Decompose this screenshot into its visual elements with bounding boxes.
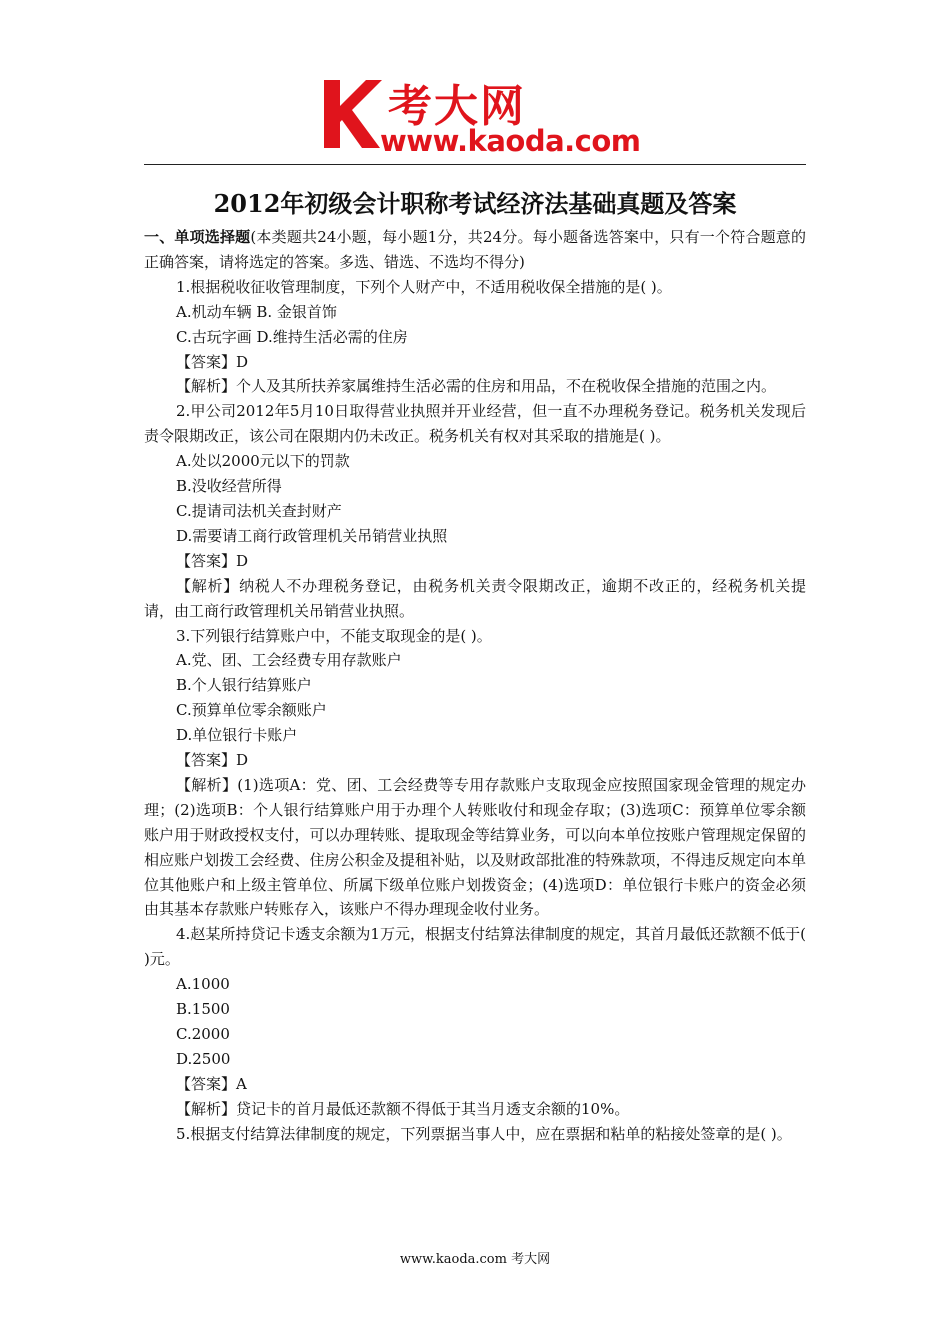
analysis-label: 【解析】 [176, 576, 240, 595]
question-3-option: D.单位银行卡账户 [176, 726, 298, 745]
section-intro [144, 225, 806, 275]
question-4-option: D.2500 [176, 1049, 231, 1068]
question-4-analysis [144, 1097, 806, 1122]
question-2-stem: 2.甲公司2012年5月10日取得营业执照并开业经营，但一直不办理税务登记。税务机关发现后责令限期改正，该公司在限期内仍未改正。税务机关有权对其采取的措施是( )。 [144, 402, 806, 446]
question-1-option: C.古玩字画 D.维持生活必需的住房 [176, 327, 408, 346]
question-4-option: B.1500 [176, 1000, 230, 1019]
analysis-text: 贷记卡的首月最低还款额不得低于其当月透支余额的10%。 [236, 1099, 630, 1118]
question-1-option: A.机动车辆 B. 金银首饰 [176, 302, 337, 321]
question-2-analysis [144, 574, 806, 624]
question-2-option: B.没收经营所得 [176, 477, 282, 496]
section-heading: 一、单项选择题 [144, 228, 251, 246]
kaoda-logo [318, 72, 641, 164]
question-5-stem: 5.根据支付结算法律制度的规定，下列票据当事人中，应在票据和粘单的粘接处签章的是( )。 [176, 1124, 792, 1143]
question-3-option: B.个人银行结算账户 [176, 676, 312, 695]
analysis-label: 【解析】 [176, 775, 238, 794]
question-2-answer: 【答案】D [176, 551, 249, 570]
page-title: 2012年初级会计职称考试经济法基础真题及答案 [213, 189, 737, 218]
question-2-option: A.处以2000元以下的罚款 [176, 452, 350, 471]
analysis-text: (1)选项A：党、团、工会经费等专用存款账户支取现金应按照国家现金管理的规定办理；(2)选项B：个人银行结算账户用于办理个人转账收付和现金存取；(3)选项C：预算单位零余额账户用于财政授权支付，可以办理转账、提取现金等结算业务，可以向本单位按账户管理规定保留的相应账户划拨工会经费、住房公积金及提租补贴，以及财政部批准的特殊款项，不得违反规定向本单位其他账户和上级主管单位、所属下级单位账户划拨资金；(4)选项D：单位银行卡账户的资金必须由其基本存款账户转账存入，该账户不得办理现金收付业务。 [144, 775, 806, 919]
question-1-stem: 1.根据税收征收管理制度，下列个人财产中，不适用税收保全措施的是( )。 [176, 277, 672, 296]
question-4-answer: 【答案】A [176, 1074, 247, 1093]
k-logo-mark-icon [318, 76, 384, 154]
logo-chinese-name: 考大网 [388, 81, 526, 132]
question-4-option: A.1000 [176, 975, 230, 994]
analysis-label: 【解析】 [176, 1099, 237, 1118]
logo-url: www.kaoda.com [380, 124, 641, 158]
question-3-option: A.党、团、工会经费专用存款账户 [176, 651, 402, 670]
question-4-stem: 4.赵某所持贷记卡透支余额为1万元，根据支付结算法律制度的规定，其首月最低还款额不低于( )元。 [144, 925, 806, 969]
document-body [144, 225, 806, 1147]
question-3-analysis [144, 773, 806, 922]
section-intro-text: (本类题共24小题，每小题1分，共24分。每小题备选答案中，只有一个符合题意的正确答案，请将选定的答案。多选、错选、不选均不得分) [144, 228, 806, 271]
question-3-answer: 【答案】D [176, 751, 249, 770]
question-2-option: D.需要请工商行政管理机关吊销营业执照 [176, 526, 448, 545]
question-3-option: C.预算单位零余额账户 [176, 701, 327, 720]
question-2-option: C.提请司法机关查封财产 [176, 501, 342, 520]
analysis-text: 纳税人不办理税务登记，由税务机关责令限期改正，逾期不改正的，经税务机关提请，由工商行政管理机关吊销营业执照。 [144, 576, 806, 620]
analysis-label: 【解析】 [176, 377, 237, 396]
question-4-option: C.2000 [176, 1025, 230, 1043]
question-1-answer: 【答案】D [176, 352, 249, 371]
page-footer: www.kaoda.com 考大网 [399, 1252, 551, 1267]
header-divider [144, 164, 806, 165]
question-3-stem: 3.下列银行结算账户中，不能支取现金的是( )。 [176, 626, 492, 645]
question-1-analysis [144, 374, 806, 399]
analysis-text: 个人及其所扶养家属维持生活必需的住房和用品，不在税收保全措施的范围之内。 [236, 377, 777, 396]
